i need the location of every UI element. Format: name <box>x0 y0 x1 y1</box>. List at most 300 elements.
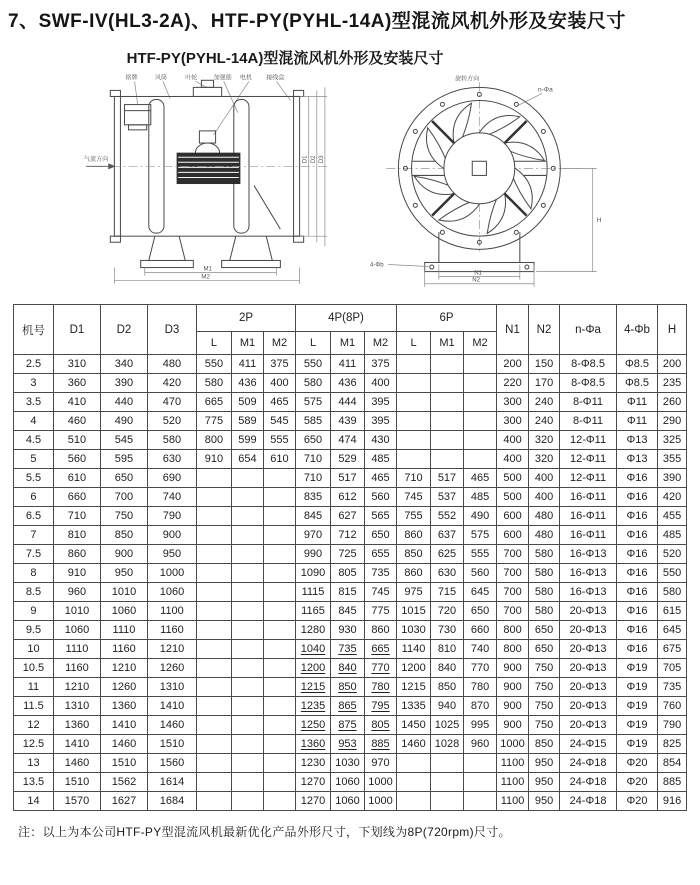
dimension-cell: 555 <box>263 431 295 450</box>
dimension-cell: 375 <box>365 355 397 374</box>
dimension-cell: 780 <box>464 678 497 697</box>
dimension-cell: 509 <box>231 393 263 412</box>
table-row <box>13 792 686 811</box>
dimension-cell: 470 <box>147 393 196 412</box>
dimension-cell: 800 <box>497 621 529 640</box>
dimension-cell: 1200 <box>296 659 331 678</box>
dimension-cell: 20-Φ13 <box>560 716 617 735</box>
col-group-2p: 2P <box>196 305 295 332</box>
dimension-cell: 410 <box>53 393 100 412</box>
dimension-cell: 1270 <box>296 792 331 811</box>
machine-no-cell: 2.5 <box>13 355 53 374</box>
dimension-cell: 850 <box>100 526 147 545</box>
dimension-cell <box>196 716 231 735</box>
dimension-cell: 200 <box>658 355 687 374</box>
dimension-cell <box>196 469 231 488</box>
dimension-cell: 730 <box>431 621 464 640</box>
dimension-cell: 1115 <box>296 583 331 602</box>
dimension-cell: 995 <box>464 716 497 735</box>
dimension-cell: 745 <box>365 583 397 602</box>
footnote: 注：以上为本公司HTF-PY型混流风机最新优化产品外形尺寸，下划线为8P(720rpm)尺寸。 <box>18 825 511 839</box>
dimension-cell <box>263 697 295 716</box>
dimension-cell <box>464 355 497 374</box>
dimension-cell: 1210 <box>53 678 100 697</box>
dimension-cell: 1000 <box>365 773 397 792</box>
dimension-cell: Φ16 <box>617 469 658 488</box>
dimension-cell: 740 <box>464 640 497 659</box>
dimension-cell: 411 <box>331 355 365 374</box>
table-row <box>13 640 686 659</box>
dimension-cell <box>196 526 231 545</box>
col-6p-m1: M1 <box>431 332 464 355</box>
dimension-cell: 560 <box>53 450 100 469</box>
dimension-cell: 1000 <box>147 564 196 583</box>
dimension-cell: 400 <box>497 450 529 469</box>
dimension-cell: 875 <box>331 716 365 735</box>
dimension-cell: 960 <box>53 583 100 602</box>
machine-no-cell: 5 <box>13 450 53 469</box>
dimension-cell: 665 <box>196 393 231 412</box>
dimension-cell: 970 <box>365 754 397 773</box>
dimension-cell <box>231 716 263 735</box>
dimension-cell <box>431 450 464 469</box>
dimension-cell: 545 <box>100 431 147 450</box>
dimension-cell: 850 <box>529 735 560 754</box>
col-d1: D1 <box>53 305 100 355</box>
dimension-cell <box>263 735 295 754</box>
dimension-cell: 529 <box>331 450 365 469</box>
dimension-cell: 400 <box>529 469 560 488</box>
dimension-cell: 710 <box>397 469 431 488</box>
dimension-cell: 260 <box>658 393 687 412</box>
dimension-cell: 550 <box>196 355 231 374</box>
dimension-cell: 660 <box>464 621 497 640</box>
machine-no-cell: 13 <box>13 754 53 773</box>
dimension-cell: 440 <box>100 393 147 412</box>
dimension-cell: 1410 <box>53 735 100 754</box>
dimension-cell: 750 <box>100 507 147 526</box>
table-body <box>13 355 686 811</box>
dimension-cell: Φ13 <box>617 450 658 469</box>
dimension-cell <box>397 431 431 450</box>
dim-d1-label: D1 <box>302 155 309 164</box>
table-row <box>13 678 686 697</box>
dimension-cell <box>464 374 497 393</box>
dimension-cell: 710 <box>53 507 100 526</box>
dimension-cell <box>263 773 295 792</box>
dimension-cell: 775 <box>196 412 231 431</box>
dimension-cell: 750 <box>529 659 560 678</box>
col-4p-l: L <box>296 332 331 355</box>
dimension-cell: 735 <box>365 564 397 583</box>
dimension-cell: 465 <box>263 393 295 412</box>
col-4p-m2: M2 <box>365 332 397 355</box>
dimension-cell <box>397 374 431 393</box>
dimension-cell: 517 <box>331 469 365 488</box>
dimension-cell <box>464 773 497 792</box>
dimension-cell: 910 <box>196 450 231 469</box>
table-row <box>13 412 686 431</box>
dimension-cell: Φ16 <box>617 545 658 564</box>
table-header <box>13 305 686 355</box>
dimension-cell: 235 <box>658 374 687 393</box>
dimension-cell: Φ11 <box>617 412 658 431</box>
table-row <box>13 374 686 393</box>
dimension-cell: 580 <box>147 431 196 450</box>
dim-n1-label: N1 <box>474 270 483 277</box>
dimension-cell: 1310 <box>53 697 100 716</box>
table-row <box>13 773 686 792</box>
part-label-impeller: 叶轮 <box>185 75 198 82</box>
dimension-cell: 1015 <box>397 602 431 621</box>
dimension-cell <box>464 792 497 811</box>
dimension-table <box>13 304 687 811</box>
dimension-cell: Φ16 <box>617 640 658 659</box>
dimension-cell <box>263 602 295 621</box>
subtitle: HTF-PY(PYHL-14A)型混流风机外形及安装尺寸 <box>126 50 444 67</box>
dimension-cell: 1684 <box>147 792 196 811</box>
dimension-cell: 411 <box>231 355 263 374</box>
dimension-cell: 420 <box>658 488 687 507</box>
dimension-cell <box>196 735 231 754</box>
support-feet <box>141 236 281 267</box>
dimension-cell: 720 <box>431 602 464 621</box>
dimension-cell <box>231 621 263 640</box>
dimension-cell <box>196 640 231 659</box>
dimension-cell: 240 <box>529 412 560 431</box>
dimension-cell <box>196 602 231 621</box>
dimension-cell: 430 <box>365 431 397 450</box>
dimension-cell: 589 <box>231 412 263 431</box>
dimension-cell: 900 <box>497 716 529 735</box>
dimension-cell: 1210 <box>147 640 196 659</box>
dimension-cell: 1450 <box>397 716 431 735</box>
dimension-cell <box>464 450 497 469</box>
dimension-cell: 825 <box>658 735 687 754</box>
dimension-cell: 340 <box>100 355 147 374</box>
dimension-cell: 465 <box>365 469 397 488</box>
col-machine-no: 机号 <box>13 305 53 355</box>
dimension-cell: 480 <box>529 507 560 526</box>
machine-no-cell: 6.5 <box>13 507 53 526</box>
machine-no-cell: 8.5 <box>13 583 53 602</box>
dimension-cell <box>231 678 263 697</box>
machine-no-cell: 13.5 <box>13 773 53 792</box>
dim-d3-label: D3 <box>318 155 325 164</box>
dimension-cell <box>231 640 263 659</box>
dimension-cell: 610 <box>53 469 100 488</box>
dimension-cell: 290 <box>658 412 687 431</box>
dimension-cell: 975 <box>397 583 431 602</box>
dimension-cell: 745 <box>397 488 431 507</box>
dimension-cell: 630 <box>431 564 464 583</box>
dimension-cell <box>464 412 497 431</box>
dimension-cell: 375 <box>263 355 295 374</box>
dimension-cell <box>231 735 263 754</box>
dimension-cell: 1160 <box>53 659 100 678</box>
dimension-cell: 675 <box>658 640 687 659</box>
dimension-cell: 220 <box>497 374 529 393</box>
part-label-junction-box: 接线盒 <box>266 75 285 82</box>
dimension-cell: 1560 <box>147 754 196 773</box>
dimension-cell <box>263 640 295 659</box>
col-4p-m1: M1 <box>331 332 365 355</box>
dimension-cell: 8-Φ11 <box>560 412 617 431</box>
dimension-cell: 712 <box>331 526 365 545</box>
rotation-direction-label: 旋转方向 <box>455 76 480 83</box>
dimension-cell: 650 <box>296 431 331 450</box>
dimension-cell: 805 <box>365 716 397 735</box>
dimension-cell: 560 <box>365 488 397 507</box>
dimension-cell: 845 <box>296 507 331 526</box>
dimension-cell <box>231 697 263 716</box>
col-n2: N2 <box>529 305 560 355</box>
dimension-cell: 1460 <box>100 735 147 754</box>
col-d2: D2 <box>100 305 147 355</box>
dimension-cell: 1270 <box>296 773 331 792</box>
dimension-cell: 16-Φ13 <box>560 564 617 583</box>
base-hole-label: 4-Φb <box>370 262 384 269</box>
dimension-cell: 565 <box>365 507 397 526</box>
dimension-cell <box>263 716 295 735</box>
dimension-cell: 24-Φ15 <box>560 735 617 754</box>
col-4-phi-b: 4-Φb <box>617 305 658 355</box>
dimension-cell: 1410 <box>147 697 196 716</box>
dimension-cell: 390 <box>100 374 147 393</box>
dimension-cell: 20-Φ13 <box>560 640 617 659</box>
page-title: 7、SWF-IV(HL3-2A)、HTF-PY(PYHL-14A)型混流风机外形及安装尺寸 <box>8 11 626 32</box>
dimension-cell: 480 <box>529 526 560 545</box>
table-row <box>13 697 686 716</box>
dimension-cell: 1090 <box>296 564 331 583</box>
dimension-cell: 860 <box>53 545 100 564</box>
col-2p-m2: M2 <box>263 332 295 355</box>
dimension-cell: 645 <box>658 621 687 640</box>
dimension-cell: 420 <box>147 374 196 393</box>
dimension-cell: 395 <box>365 393 397 412</box>
table-row <box>13 431 686 450</box>
dimension-cell: 1040 <box>296 640 331 659</box>
dimension-cell: 660 <box>53 488 100 507</box>
table-row <box>13 583 686 602</box>
dimension-cell: 750 <box>529 697 560 716</box>
dimension-cell: 490 <box>100 412 147 431</box>
machine-no-cell: 12.5 <box>13 735 53 754</box>
dimension-cell: 1025 <box>431 716 464 735</box>
machine-no-cell: 10.5 <box>13 659 53 678</box>
dimension-cell <box>397 393 431 412</box>
leader-lines <box>135 81 291 135</box>
part-label-casing: 风筒 <box>154 75 167 82</box>
dimension-cell: 845 <box>331 602 365 621</box>
col-n1: N1 <box>497 305 529 355</box>
dimension-cell <box>263 564 295 583</box>
dimension-cell: 8-Φ8.5 <box>560 355 617 374</box>
dimension-cell <box>231 754 263 773</box>
dimension-cell <box>196 583 231 602</box>
table-row <box>13 754 686 773</box>
dimension-cell: 950 <box>529 754 560 773</box>
dimension-cell: 750 <box>529 678 560 697</box>
dimension-cell: 1627 <box>100 792 147 811</box>
table-row <box>13 659 686 678</box>
dimension-cell: 885 <box>658 773 687 792</box>
dim-m1-label: M1 <box>203 266 212 273</box>
col-6p-l: L <box>397 332 431 355</box>
dimension-cell: 710 <box>296 450 331 469</box>
table-row <box>13 545 686 564</box>
machine-no-cell: 4 <box>13 412 53 431</box>
dimension-cell: 20-Φ13 <box>560 602 617 621</box>
dimension-cell: 990 <box>296 545 331 564</box>
dimension-cell <box>196 659 231 678</box>
dimension-cell: 400 <box>497 431 529 450</box>
dimension-cell <box>263 659 295 678</box>
dim-m2-label: M2 <box>201 274 210 281</box>
airflow-direction <box>84 155 115 169</box>
dimension-cell: 580 <box>658 583 687 602</box>
dimension-cell <box>464 754 497 773</box>
dimension-cell: 599 <box>231 431 263 450</box>
dimension-cell: 500 <box>497 488 529 507</box>
dimension-cell <box>231 773 263 792</box>
dimension-cell: Φ11 <box>617 393 658 412</box>
dimension-cell: 1360 <box>296 735 331 754</box>
dimension-cell: 400 <box>529 488 560 507</box>
dimension-cell: 1060 <box>100 602 147 621</box>
table-row <box>13 469 686 488</box>
dimension-cell: 1010 <box>100 583 147 602</box>
dimension-cell: 480 <box>147 355 196 374</box>
table-row <box>13 488 686 507</box>
col-d3: D3 <box>147 305 196 355</box>
dimension-cell: 465 <box>464 469 497 488</box>
dimension-cell: Φ16 <box>617 488 658 507</box>
dimension-cell: 860 <box>365 621 397 640</box>
dimension-cell <box>397 412 431 431</box>
dimension-cell: 715 <box>431 583 464 602</box>
dimension-cell: 1100 <box>497 792 529 811</box>
dimension-cell: 860 <box>397 526 431 545</box>
dimension-cell: 650 <box>365 526 397 545</box>
machine-no-cell: 4.5 <box>13 431 53 450</box>
dimension-cell: 485 <box>658 526 687 545</box>
dimension-cell: 790 <box>658 716 687 735</box>
dimension-cell: 1010 <box>53 602 100 621</box>
dimension-cell: 700 <box>497 545 529 564</box>
dimension-cell: 850 <box>431 678 464 697</box>
dimension-cell: 600 <box>497 526 529 545</box>
dimension-cell: 1160 <box>147 621 196 640</box>
dimension-cell: 950 <box>147 545 196 564</box>
dimension-cell: 865 <box>331 697 365 716</box>
dimension-cell: 16-Φ11 <box>560 507 617 526</box>
dimension-cell: 1260 <box>100 678 147 697</box>
col-group-4p8p: 4P(8P) <box>296 305 397 332</box>
dimension-cell: 1060 <box>147 583 196 602</box>
airflow-label: 气流方向 <box>84 157 109 164</box>
dimension-cell: 555 <box>464 545 497 564</box>
dimension-cell: Φ20 <box>617 773 658 792</box>
dimension-cell: 24-Φ18 <box>560 773 617 792</box>
machine-no-cell: 8 <box>13 564 53 583</box>
dimension-cell: 355 <box>658 450 687 469</box>
dimension-cell: 810 <box>431 640 464 659</box>
table-row <box>13 564 686 583</box>
dimension-cell: 885 <box>365 735 397 754</box>
dimension-cell: 1260 <box>147 659 196 678</box>
dimension-cell: 395 <box>365 412 397 431</box>
dimension-cell <box>397 792 431 811</box>
machine-no-cell: 12 <box>13 716 53 735</box>
dimension-cell: 580 <box>529 602 560 621</box>
dimension-cell: 810 <box>53 526 100 545</box>
dimension-cell <box>464 393 497 412</box>
dimension-cell <box>263 754 295 773</box>
machine-no-cell: 5.5 <box>13 469 53 488</box>
machine-no-cell: 7 <box>13 526 53 545</box>
dimension-cell: 850 <box>397 545 431 564</box>
col-n-phi-a: n-Φa <box>560 305 617 355</box>
dimension-cell: 20-Φ13 <box>560 678 617 697</box>
dimension-cell: 1360 <box>53 716 100 735</box>
dimension-cell: 325 <box>658 431 687 450</box>
dimension-cell: 436 <box>331 374 365 393</box>
dimension-cell: 627 <box>331 507 365 526</box>
dimension-cell: 600 <box>497 507 529 526</box>
dimension-cell <box>397 355 431 374</box>
dimension-cell: 1510 <box>147 735 196 754</box>
dimension-cell: 1000 <box>497 735 529 754</box>
dimension-cell <box>231 602 263 621</box>
machine-no-cell: 10 <box>13 640 53 659</box>
dimension-cell: 854 <box>658 754 687 773</box>
dimension-cell: 1230 <box>296 754 331 773</box>
dimension-cell: 700 <box>497 602 529 621</box>
dimension-cell: 585 <box>296 412 331 431</box>
dimension-cell: Φ16 <box>617 583 658 602</box>
dimension-cell: 755 <box>397 507 431 526</box>
dimension-cell: 815 <box>331 583 365 602</box>
dimension-cell <box>231 488 263 507</box>
dimension-cell: 320 <box>529 431 560 450</box>
dimension-cell: 575 <box>464 526 497 545</box>
dimension-cell: 950 <box>529 792 560 811</box>
bolt-holes-label: n-Φa <box>538 86 553 94</box>
dimension-cell: 560 <box>464 564 497 583</box>
dimension-cell <box>231 469 263 488</box>
dimension-cell: 610 <box>263 450 295 469</box>
dimension-cell: 474 <box>331 431 365 450</box>
dimension-cell: 1100 <box>497 754 529 773</box>
dimension-cell <box>397 773 431 792</box>
dimension-cell: 16-Φ11 <box>560 488 617 507</box>
dimension-lines <box>114 87 327 283</box>
dimension-cell <box>231 659 263 678</box>
dimension-cell: Φ20 <box>617 754 658 773</box>
dimension-cell: 700 <box>497 564 529 583</box>
dimension-cell: 575 <box>296 393 331 412</box>
dimension-cell: 650 <box>529 621 560 640</box>
dimension-cell: 8-Φ11 <box>560 393 617 412</box>
table-row <box>13 507 686 526</box>
dimension-cell: 439 <box>331 412 365 431</box>
col-group-6p: 6P <box>397 305 497 332</box>
dimension-cell: 580 <box>296 374 331 393</box>
dimension-cell: 1110 <box>53 640 100 659</box>
dimension-cell <box>431 374 464 393</box>
dimension-cell <box>196 754 231 773</box>
